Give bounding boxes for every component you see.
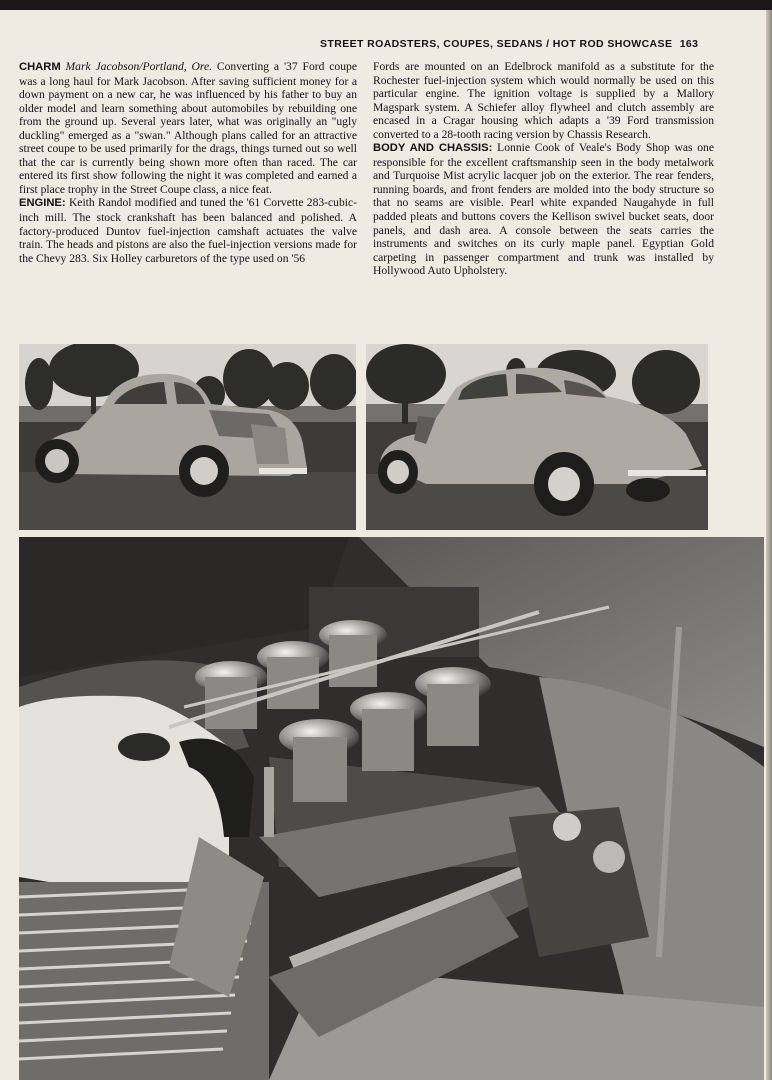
section-title: STREET ROADSTERS, COUPES, SEDANS / HOT ROD SHOWCASE bbox=[320, 38, 673, 50]
page-number: 163 bbox=[679, 38, 699, 50]
engine-bay-closeup-photo bbox=[19, 537, 764, 1080]
coupe-rear-three-quarter-photo bbox=[366, 344, 708, 530]
article-column-1 bbox=[19, 60, 357, 265]
coupe-rear-image bbox=[366, 344, 708, 530]
engine-text: Keith Randol modified and tuned the '61 Corvette 283-cubic-inch mill. The stock crankshaft has been balanced and polished. A factory-produced Duntov fuel-injection camshaft actuates the valve train. The heads and pistons are also the fuel-injection versions made for the Chevy 283. Six Holley carburetors of the type used on '56 bbox=[19, 196, 357, 265]
engine-bay-image bbox=[19, 537, 764, 1080]
page-spine-edge bbox=[766, 10, 772, 1080]
body-chassis-lead-in: BODY AND CHASSIS: bbox=[373, 142, 493, 155]
engine-continued-text: Fords are mounted on an Edelbrock manifold as a substitute for the Rochester fuel-injection system which would normally be used on this particular engine. The ignition voltage is supplied by a Mallory Magspark system. A Schiefer alloy flywheel and clutch assembly are encased in a Cragar housing which adapts a '39 Ford transmission converted to a 28-tooth racing version by Chassis Research. bbox=[373, 60, 714, 141]
running-header bbox=[320, 38, 698, 50]
coupe-front-image bbox=[19, 344, 356, 530]
body-chassis-paragraph bbox=[373, 141, 714, 277]
owner-byline: Mark Jacobson/Portland, Ore. bbox=[65, 60, 213, 73]
engine-continued-paragraph bbox=[373, 60, 714, 141]
article-column-2 bbox=[373, 60, 714, 278]
coupe-front-three-quarter-photo bbox=[19, 344, 356, 530]
engine-paragraph bbox=[19, 196, 357, 265]
body-chassis-text: Lonnie Cook of Veale's Body Shop was one responsible for the excellent craftsmanship seen in the body metalwork and Turquoise Mist acrylic lacquer job on the exterior. The rear fenders, running boards, and front fenders are molded into the body structure so that no seams are visible. Pearl white expanded Naugahyde in full padded pleats and buttons covers the Kellison swivel bucket seats, door panels, and dash area. A console between the seats carries the instruments and switches on its curly maple panel. Egyptian Gold carpeting in passenger compartment and trunk was installed by Hollywood Auto Upholstery. bbox=[373, 141, 715, 278]
engine-lead-in: ENGINE: bbox=[19, 197, 66, 210]
charm-paragraph bbox=[19, 60, 357, 196]
page-top-edge bbox=[0, 0, 772, 10]
charm-text: Converting a '37 Ford coupe was a long haul for Mark Jacobson. After saving sufficient money for a down payment on a new car, he was influenced by his father to buy an older model and learn something about automobiles by rebuilding one from the ground up. Several years later, what was originally an "ugly duckling" emerged as a "swan." Although plans called for an attractive street coupe to be used primarily for the drags, things turned out so well that the car is currently being shown more often than raced. The car entered its first show following the night it was completed and earned a first place trophy in the Street Coupe class, a nice feat. bbox=[19, 60, 357, 196]
charm-lead-in: CHARM bbox=[19, 61, 61, 73]
